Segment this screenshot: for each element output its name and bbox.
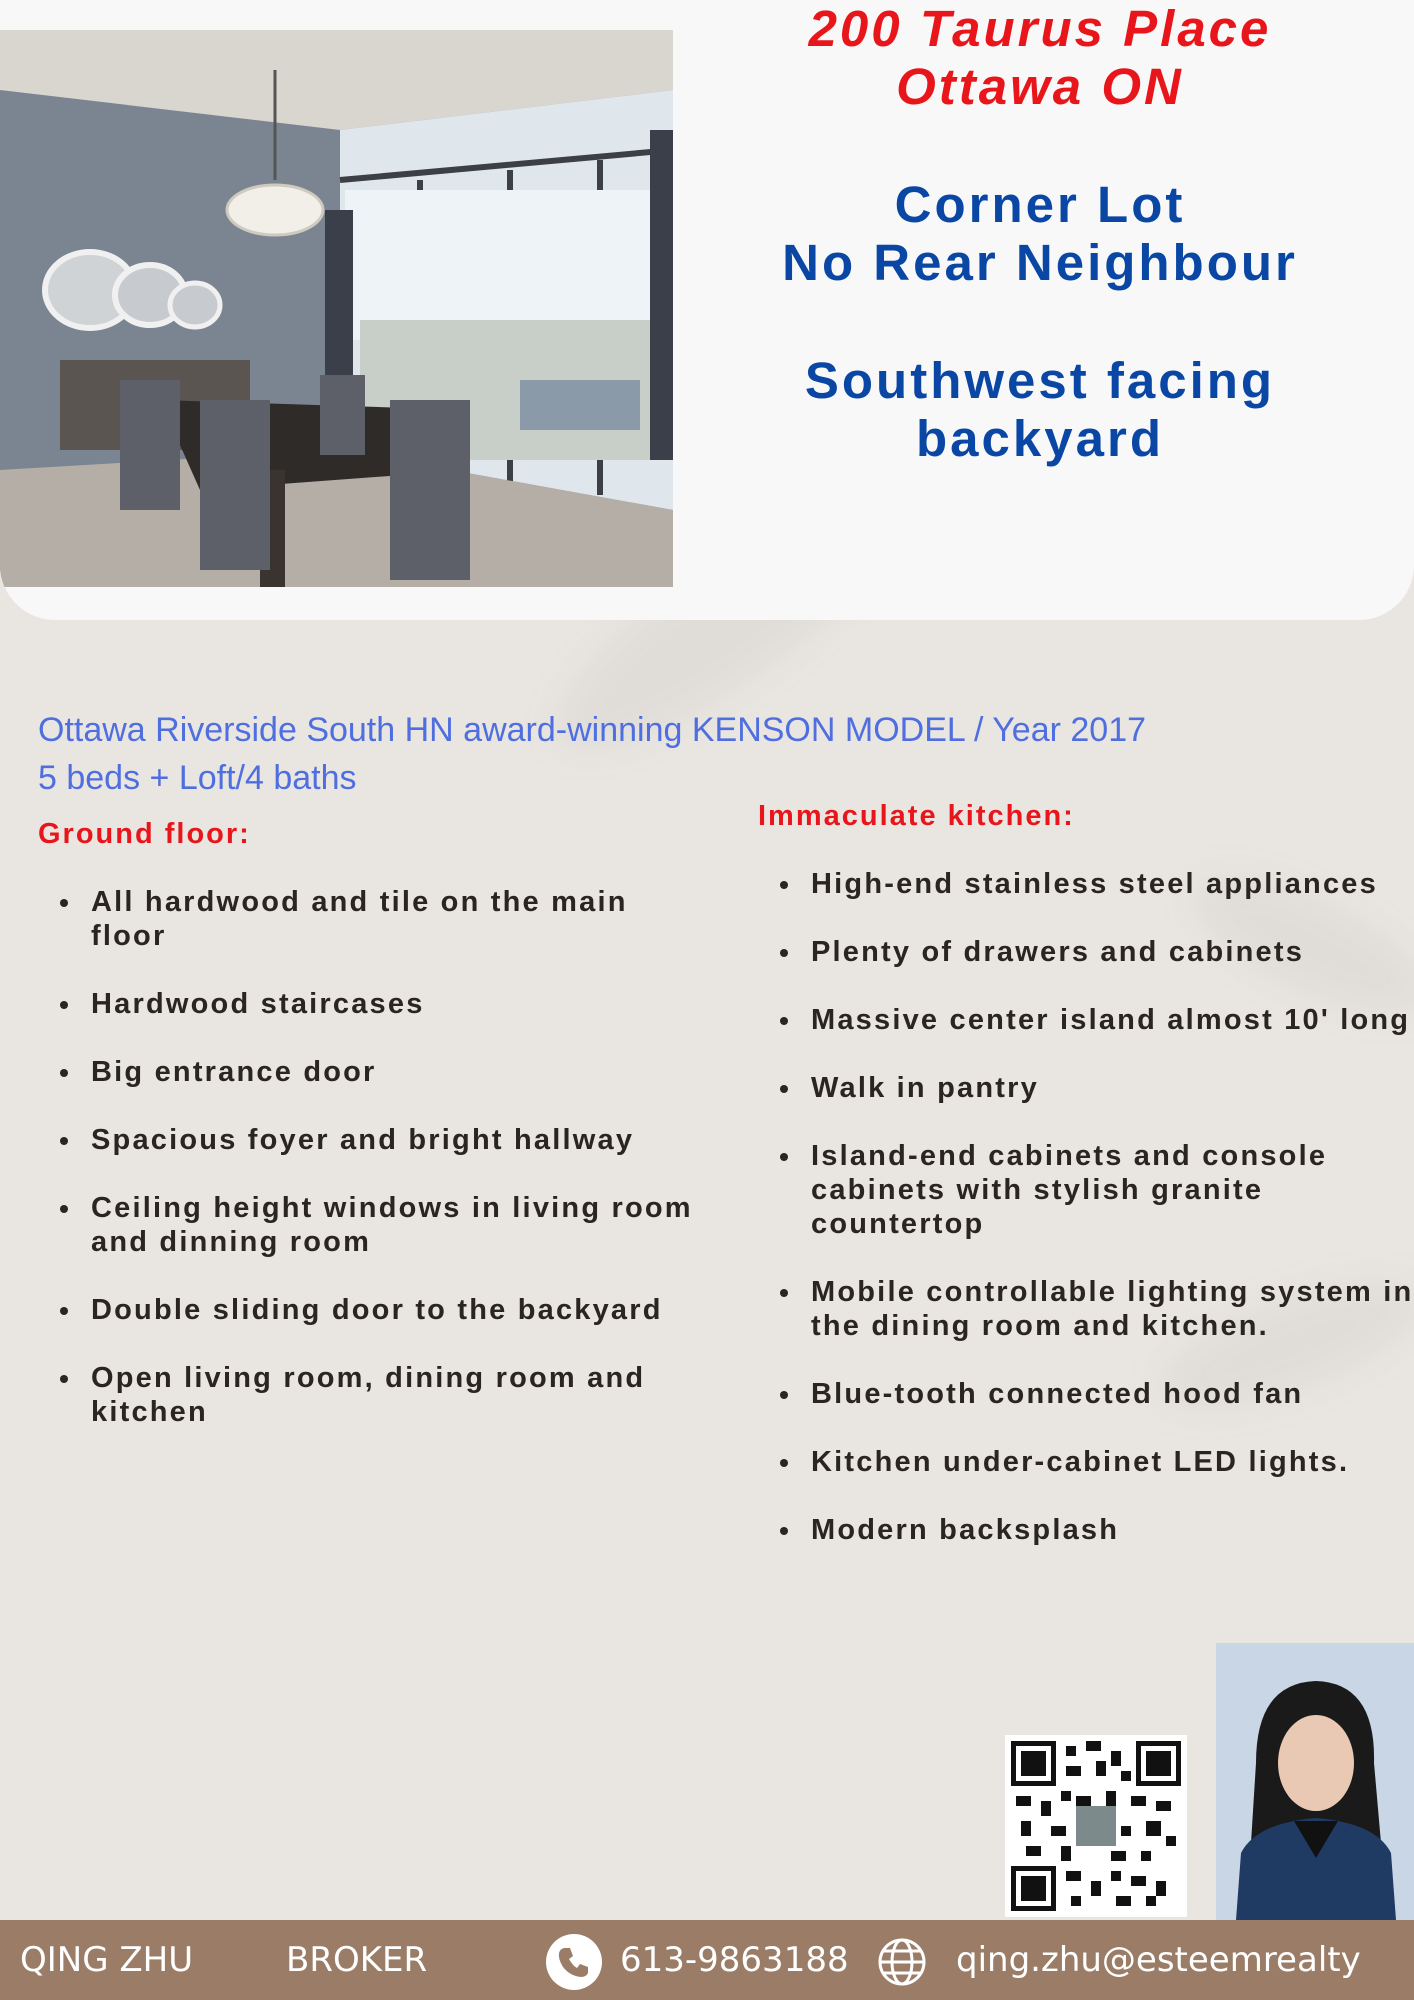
ground-floor-title: Ground floor: xyxy=(38,818,251,850)
feature-line: Corner Lot xyxy=(894,176,1186,233)
feature-line: backyard xyxy=(916,410,1164,467)
phone-icon xyxy=(546,1934,602,1990)
intro-line: 5 beds + Loft/4 baths xyxy=(38,759,357,797)
list-item: Ceiling height windows in living room and dinning room xyxy=(38,1191,698,1259)
headline xyxy=(700,0,1380,468)
ground-floor-list xyxy=(38,885,698,1463)
agent-name: QING ZHU xyxy=(20,1940,194,1980)
dining-room-photo xyxy=(0,30,673,587)
intro-text xyxy=(38,706,1146,802)
phone-number[interactable]: 613-9863188 xyxy=(620,1940,849,1980)
address-line2: Ottawa ON xyxy=(896,58,1184,115)
kitchen-list xyxy=(758,867,1414,1581)
list-item: Mobile controllable lighting system in the dining room and kitchen. xyxy=(758,1275,1414,1343)
kitchen-title: Immaculate kitchen: xyxy=(758,800,1075,832)
agent-photo xyxy=(1216,1643,1414,1920)
list-item: High-end stainless steel appliances xyxy=(758,867,1414,901)
list-item: Spacious foyer and bright hallway xyxy=(38,1123,698,1157)
list-item: Massive center island almost 10' long xyxy=(758,1003,1414,1037)
agent-role: BROKER xyxy=(286,1940,428,1980)
header-panel xyxy=(0,0,1414,620)
list-item: Walk in pantry xyxy=(758,1071,1414,1105)
list-item: Modern backsplash xyxy=(758,1513,1414,1547)
feature-line: Southwest facing xyxy=(804,352,1276,409)
feature-line: No Rear Neighbour xyxy=(782,234,1298,291)
list-item: Plenty of drawers and cabinets xyxy=(758,935,1414,969)
address-line1: 200 Taurus Place xyxy=(808,0,1272,57)
qr-code[interactable] xyxy=(1005,1735,1187,1917)
list-item: Hardwood staircases xyxy=(38,987,698,1021)
globe-icon xyxy=(876,1936,928,1988)
email-address[interactable]: qing.zhu@esteemrealty xyxy=(956,1940,1361,1980)
list-item: Double sliding door to the backyard xyxy=(38,1293,698,1327)
list-item: Open living room, dining room and kitchen xyxy=(38,1361,698,1429)
list-item: Blue-tooth connected hood fan xyxy=(758,1377,1414,1411)
list-item: Big entrance door xyxy=(38,1055,698,1089)
list-item: Island-end cabinets and console cabinets with stylish granite countertop xyxy=(758,1139,1414,1241)
list-item: Kitchen under-cabinet LED lights. xyxy=(758,1445,1414,1479)
footer-bar xyxy=(0,1920,1414,2000)
intro-line: Ottawa Riverside South HN award-winning KENSON MODEL / Year 2017 xyxy=(38,711,1147,749)
list-item: All hardwood and tile on the main floor xyxy=(38,885,698,953)
